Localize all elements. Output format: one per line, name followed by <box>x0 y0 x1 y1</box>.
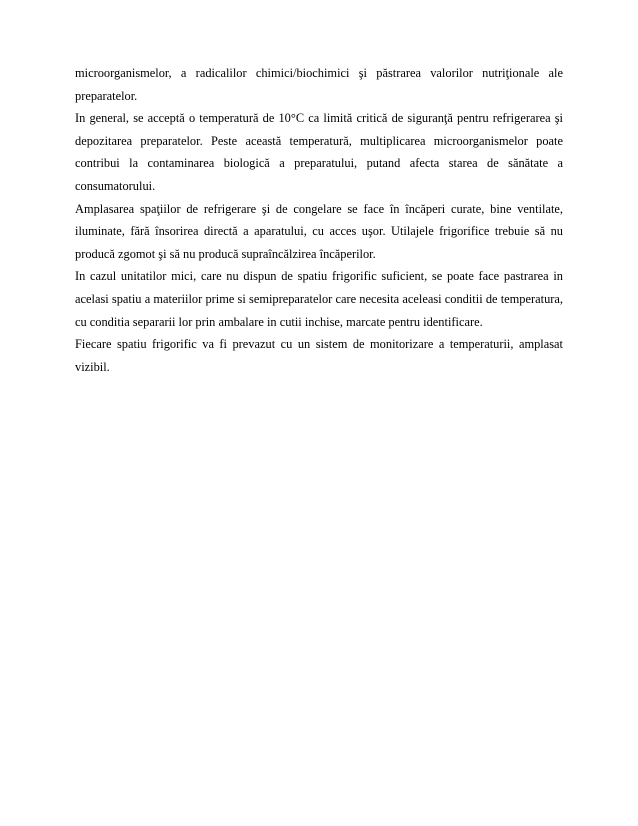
paragraph-nutritional-values: microorganismelor, a radicalilor chimici/biochimici şi păstrarea valorilor nutriţionale ale preparatelor. <box>75 66 563 103</box>
paragraph-small-units-storage: In cazul unitatilor mici, care nu dispun de spatiu frigorific suficient, se poate face pastrarea in acelasi spatiu a materiilor prime si semipreparatelor care necesita aceleasi conditii de temperatura, cu conditia separarii lor prin ambalare in cutii inchise, marcate pentru identificare. <box>75 269 563 329</box>
paragraph-temperature-monitoring: Fiecare spatiu frigorific va fi prevazut cu un sistem de monitorizare a temperaturii, amplasat vizibil. <box>75 337 563 374</box>
paragraph-critical-temperature: In general, se acceptă o temperatură de 10°C ca limită critică de siguranţă pentru refrigerarea şi depozitarea preparatelor. Peste această temperatură, multiplicarea microorganismelor poate contribui la contaminarea biologică a preparatului, putand afecta starea de sănătate a consumatorului. <box>75 111 563 193</box>
paragraph-refrigeration-placement: Amplasarea spaţiilor de refrigerare şi de congelare se face în încăperi curate, bine ventilate, iluminate, fără însorirea directă a aparatului, cu acces uşor. Utilajele frigorifice trebuie să nu producă zgomot şi să nu producă supraîncălzirea încăperilor. <box>75 201 563 261</box>
document-body <box>75 62 563 378</box>
